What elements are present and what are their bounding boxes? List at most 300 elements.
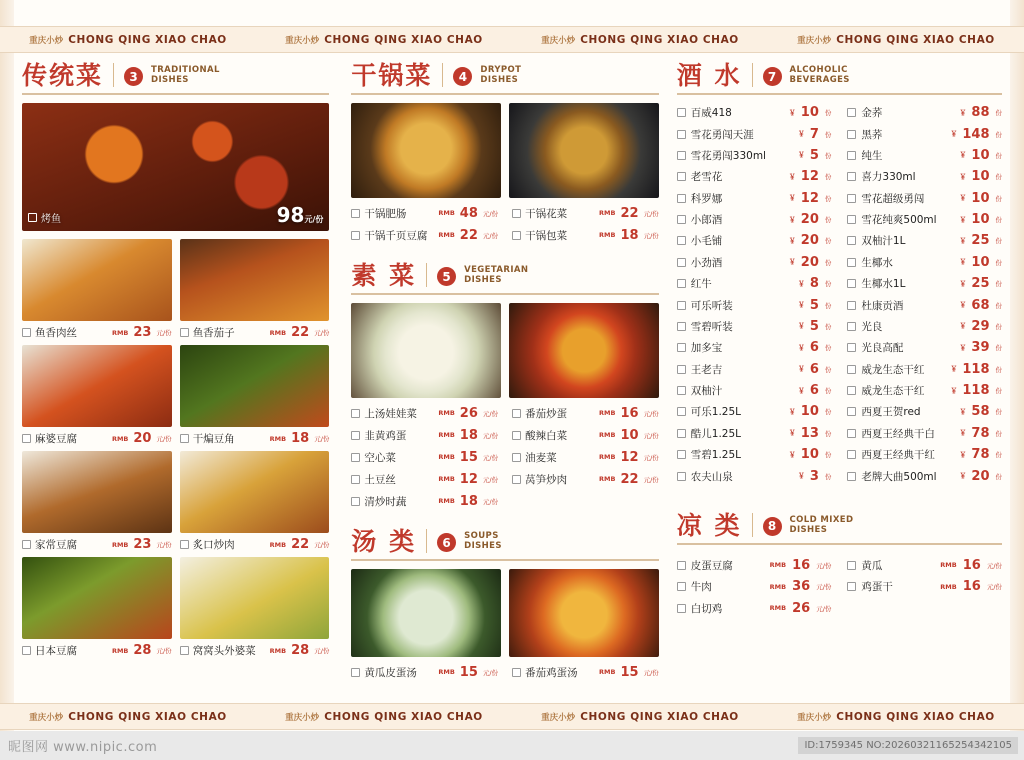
currency-label: RMB (111, 646, 129, 655)
dish-price: 26 (792, 600, 811, 616)
currency-label: RMB (599, 209, 616, 217)
beverage-unit: 份 (995, 301, 1003, 310)
beverage-item[interactable] (677, 316, 832, 337)
beverage-name: 加多宝 (690, 342, 723, 355)
checkbox[interactable] (847, 236, 856, 245)
beverage-item[interactable] (677, 465, 832, 486)
menu-item[interactable] (351, 447, 498, 467)
caption-row-1 (22, 325, 329, 340)
beverage-item[interactable] (847, 465, 1002, 486)
beverage-price: 148 (962, 126, 990, 142)
menu-item[interactable] (677, 598, 832, 619)
checkbox[interactable] (677, 301, 686, 310)
checkbox[interactable] (847, 172, 856, 181)
beverage-item[interactable] (847, 444, 1002, 465)
beverage-price: 10 (971, 254, 990, 270)
dish-price: 36 (792, 579, 811, 595)
menu-item[interactable] (180, 431, 330, 446)
beverage-unit: 份 (995, 109, 1003, 118)
brand-cn: 重庆小炒 (541, 712, 576, 723)
section-rule (351, 293, 658, 295)
dish-unit: 元/份 (482, 475, 499, 484)
beverage-unit: 份 (995, 280, 1003, 289)
beverage-item[interactable] (677, 444, 832, 465)
dish-name: 清炒时蔬 (364, 495, 407, 508)
checkbox[interactable] (847, 130, 856, 139)
brand-en: CHONG QING XIAO CHAO (836, 710, 995, 723)
dish-name: 窝窝头外婆菜 (192, 645, 256, 657)
beverage-unit: 份 (995, 451, 1003, 460)
menu-item[interactable] (180, 325, 330, 340)
checkbox[interactable] (180, 540, 189, 549)
dish-price: 22 (620, 471, 639, 487)
brand-cn: 重庆小炒 (797, 35, 832, 46)
dish-unit: 元/份 (816, 604, 832, 613)
checkbox[interactable] (847, 343, 856, 352)
checkbox[interactable] (677, 472, 686, 481)
menu-item[interactable] (351, 491, 498, 511)
menu-item[interactable] (180, 537, 330, 552)
dish-unit: 元/份 (816, 583, 832, 592)
dish-unit: 元/份 (482, 668, 499, 677)
menu-item[interactable] (512, 203, 659, 223)
beverage-name: 雪碧听装 (690, 320, 733, 333)
section-title-cn: 汤 类 (351, 527, 417, 556)
menu-item[interactable] (351, 469, 498, 489)
dish-price: 10 (620, 427, 639, 443)
currency-symbol: ￥ (959, 429, 967, 438)
hero-price: 98元/份 (276, 203, 324, 227)
checkbox[interactable] (847, 582, 856, 591)
checkbox[interactable] (677, 582, 686, 591)
checkbox[interactable] (512, 231, 521, 240)
bottom-brand-ribbon (0, 703, 1024, 730)
dish-price: 18 (620, 227, 639, 243)
dish-name: 黄瓜 (861, 559, 883, 572)
checkbox[interactable] (847, 258, 856, 267)
dish-name: 上汤娃娃菜 (364, 407, 417, 420)
beverage-item[interactable] (847, 273, 1002, 294)
beverage-unit: 份 (995, 429, 1003, 438)
dish-price: 28 (133, 643, 152, 658)
checkbox[interactable] (677, 604, 686, 613)
currency-symbol: ￥ (797, 386, 805, 395)
menu-item[interactable] (180, 643, 330, 658)
menu-item[interactable] (351, 425, 498, 445)
beverage-unit: 份 (824, 109, 832, 118)
dish-price: 16 (962, 579, 981, 595)
beverage-item[interactable] (677, 145, 832, 166)
checkbox[interactable] (180, 646, 189, 655)
dish-price: 22 (620, 205, 639, 221)
checkbox[interactable] (677, 407, 686, 416)
beverage-price: 5 (809, 297, 819, 313)
currency-label: RMB (599, 231, 616, 239)
section-rule (677, 93, 1002, 95)
section-title-en: VEGETARIAN DISHES (464, 265, 529, 286)
currency-label: RMB (438, 231, 455, 239)
dish-name: 炙口炒肉 (192, 539, 235, 551)
cold-column-left (677, 555, 832, 619)
section-title-en: ALCOHOLIC BEVERAGES (789, 65, 850, 86)
beverage-item[interactable] (847, 316, 1002, 337)
checkbox[interactable] (847, 215, 856, 224)
currency-label: RMB (269, 646, 287, 655)
beverage-price: 8 (809, 276, 819, 292)
checkbox[interactable] (512, 209, 521, 218)
checkbox[interactable] (677, 561, 686, 570)
currency-label: RMB (769, 604, 787, 613)
dish-photo-mapo-doufu (22, 345, 172, 427)
top-brand-ribbon (0, 26, 1024, 53)
beverage-unit: 份 (995, 344, 1003, 353)
beverage-item[interactable] (677, 252, 832, 273)
checkbox[interactable] (677, 343, 686, 352)
currency-symbol: ￥ (788, 450, 796, 459)
dish-photo-shangtang-wawacai (351, 303, 501, 398)
caption-row-2 (22, 431, 329, 446)
dish-price: 15 (459, 664, 478, 680)
beverage-item[interactable] (847, 294, 1002, 315)
checkbox[interactable] (512, 409, 521, 418)
checkbox[interactable] (677, 194, 686, 203)
beverage-name: 杜康贡酒 (861, 299, 904, 312)
menu-item[interactable] (22, 431, 172, 446)
beverage-item[interactable] (677, 337, 832, 358)
currency-label: RMB (111, 434, 129, 443)
beverage-item[interactable] (677, 166, 832, 187)
beverage-price: 20 (800, 233, 819, 249)
beverage-unit: 份 (824, 472, 832, 481)
dish-name: 黄瓜皮蛋汤 (364, 666, 417, 679)
watermark-bar (0, 731, 1024, 760)
currency-symbol: ￥ (950, 365, 958, 374)
brand-cn: 重庆小炒 (541, 35, 576, 46)
checkbox[interactable] (677, 172, 686, 181)
menu-item[interactable] (847, 576, 1002, 597)
dish-name: 皮蛋豆腐 (690, 559, 733, 572)
checkbox[interactable] (351, 431, 360, 440)
checkbox[interactable] (677, 236, 686, 245)
menu-item[interactable] (512, 403, 659, 423)
section-header-cold (677, 509, 1002, 538)
menu-item[interactable] (351, 203, 498, 223)
checkbox[interactable] (847, 407, 856, 416)
checkbox[interactable] (22, 328, 31, 337)
menu-content (0, 53, 1024, 703)
checkbox[interactable] (677, 386, 686, 395)
checkbox[interactable] (677, 258, 686, 267)
beverage-name: 可乐听装 (690, 299, 733, 312)
beverage-item[interactable] (847, 359, 1002, 380)
currency-label: RMB (111, 540, 129, 549)
checkbox[interactable] (847, 194, 856, 203)
beverage-name: 科罗娜 (690, 192, 723, 205)
brand-cn: 重庆小炒 (29, 712, 64, 723)
checkbox[interactable] (847, 279, 856, 288)
checkbox[interactable] (677, 151, 686, 160)
beverage-item[interactable] (847, 380, 1002, 401)
checkbox[interactable] (677, 108, 686, 117)
soup-item-list (351, 662, 658, 682)
dish-price: 22 (291, 325, 310, 340)
dish-price: 18 (291, 431, 310, 446)
dish-name: 土豆丝 (364, 473, 396, 486)
dish-name: 日本豆腐 (35, 645, 77, 657)
currency-label: RMB (438, 409, 455, 417)
dish-name: 干锅千页豆腐 (364, 229, 428, 242)
beverage-unit: 份 (995, 258, 1003, 267)
currency-label: RMB (438, 453, 455, 461)
beverage-item[interactable] (847, 209, 1002, 230)
menu-item[interactable] (22, 325, 172, 340)
beverage-item[interactable] (847, 102, 1002, 123)
cold-list (677, 555, 1002, 619)
currency-label: RMB (438, 475, 455, 483)
dish-unit: 元/份 (156, 647, 172, 655)
dish-photo-jiachang-doufu (22, 451, 172, 533)
currency-label: RMB (599, 475, 616, 483)
checkbox[interactable] (847, 429, 856, 438)
brand-en: CHONG QING XIAO CHAO (836, 33, 995, 46)
dish-photo-yuxiang-qiezi (180, 239, 330, 321)
menu-item[interactable] (512, 447, 659, 467)
beverage-name: 雪花纯爽500ml (861, 214, 937, 227)
beverage-name: 雪花勇闯330ml (690, 149, 766, 162)
dish-price: 28 (291, 643, 310, 658)
checkbox[interactable] (351, 497, 360, 506)
section-header-vegetarian (351, 259, 658, 288)
dish-name: 鸡蛋干 (861, 581, 893, 594)
beverage-item[interactable] (847, 145, 1002, 166)
currency-label: RMB (599, 668, 616, 676)
checkbox[interactable] (677, 279, 686, 288)
beverage-item[interactable] (847, 252, 1002, 273)
beverage-price: 118 (962, 361, 990, 377)
currency-label: RMB (599, 431, 616, 439)
section-number: 6 (437, 533, 456, 552)
beverage-unit: 份 (824, 451, 832, 460)
beverage-item[interactable] (677, 359, 832, 380)
dish-unit: 元/份 (986, 561, 1003, 570)
checkbox[interactable] (847, 301, 856, 310)
dish-unit: 元/份 (314, 647, 330, 655)
dish-price: 22 (291, 537, 310, 552)
divider (752, 513, 753, 537)
checkbox[interactable] (180, 328, 189, 337)
currency-symbol: ￥ (959, 194, 967, 203)
checkbox[interactable] (677, 429, 686, 438)
checkbox[interactable] (180, 434, 189, 443)
beverage-name: 雪花超级勇闯 (861, 192, 925, 205)
vegetarian-item-list (351, 403, 658, 511)
dish-price: 23 (133, 325, 152, 340)
checkbox[interactable] (351, 475, 360, 484)
menu-item[interactable] (351, 225, 498, 245)
brand-mark (29, 711, 227, 723)
beverage-price: 7 (809, 126, 819, 142)
checkbox[interactable] (351, 409, 360, 418)
beverage-item[interactable] (677, 230, 832, 251)
section-number: 3 (124, 67, 143, 86)
beverage-item[interactable] (847, 423, 1002, 444)
checkbox[interactable] (677, 215, 686, 224)
checkbox[interactable] (351, 231, 360, 240)
checkbox[interactable] (512, 453, 521, 462)
beverage-price: 58 (971, 404, 990, 420)
beverage-list (677, 102, 1002, 487)
divider (752, 63, 753, 87)
beverage-item[interactable] (847, 337, 1002, 358)
beverage-item[interactable] (677, 401, 832, 422)
currency-symbol: ￥ (788, 215, 796, 224)
currency-symbol: ￥ (959, 215, 967, 224)
beverage-name: 老牌大曲500ml (861, 470, 937, 483)
caption-row-4 (22, 643, 329, 658)
brand-cn: 重庆小炒 (29, 35, 64, 46)
menu-item[interactable] (351, 403, 498, 423)
beverage-name: 光良高配 (861, 342, 904, 355)
dish-unit: 元/份 (314, 541, 330, 549)
section-rule (351, 559, 658, 561)
checkbox[interactable] (847, 322, 856, 331)
beverage-item[interactable] (677, 188, 832, 209)
beverage-item[interactable] (677, 209, 832, 230)
dish-photo-fanqie-jidantang (509, 569, 659, 657)
photo-row-3 (22, 451, 329, 533)
dish-price: 23 (133, 537, 152, 552)
dish-photo-yuxiang-rousi (22, 239, 172, 321)
beverage-price: 12 (800, 190, 819, 206)
brand-mark (541, 711, 739, 723)
checkbox[interactable] (847, 450, 856, 459)
beverage-unit: 份 (824, 280, 832, 289)
dish-photo-ganguo-huacai (509, 103, 659, 198)
checkbox[interactable] (22, 646, 31, 655)
checkbox[interactable] (351, 209, 360, 218)
beverage-item[interactable] (677, 273, 832, 294)
beverage-price: 25 (971, 233, 990, 249)
currency-label: RMB (269, 434, 287, 443)
menu-item[interactable] (847, 555, 1002, 576)
checkbox[interactable] (847, 472, 856, 481)
checkbox[interactable] (28, 213, 37, 222)
section-title-en: SOUPS DISHES (464, 531, 502, 552)
beverage-price: 39 (971, 340, 990, 356)
checkbox[interactable] (512, 668, 521, 677)
menu-item[interactable] (512, 225, 659, 245)
menu-item[interactable] (22, 643, 172, 658)
beverage-item[interactable] (847, 123, 1002, 144)
menu-item[interactable] (677, 576, 832, 597)
menu-item[interactable] (512, 662, 659, 682)
beverage-item[interactable] (677, 423, 832, 444)
dish-unit: 元/份 (482, 409, 499, 418)
dish-name: 牛肉 (690, 581, 712, 594)
checkbox[interactable] (677, 322, 686, 331)
beverage-item[interactable] (847, 401, 1002, 422)
checkbox[interactable] (22, 540, 31, 549)
menu-item[interactable] (512, 425, 659, 445)
beverage-name: 雪碧1.25L (690, 449, 742, 462)
divider (113, 63, 114, 87)
checkbox[interactable] (847, 386, 856, 395)
beverage-name: 农夫山泉 (690, 470, 733, 483)
beverage-price: 10 (971, 169, 990, 185)
checkbox[interactable] (677, 365, 686, 374)
checkbox[interactable] (512, 475, 521, 484)
beverage-item[interactable] (847, 188, 1002, 209)
checkbox[interactable] (512, 431, 521, 440)
beverage-unit: 份 (995, 216, 1003, 225)
menu-item[interactable] (677, 555, 832, 576)
currency-symbol: ￥ (959, 172, 967, 181)
brand-mark (29, 34, 227, 46)
dish-unit: 元/份 (156, 329, 172, 337)
beverage-price: 20 (800, 254, 819, 270)
beverage-unit: 份 (824, 151, 832, 160)
beverage-price: 6 (809, 383, 819, 399)
divider (442, 63, 443, 87)
checkbox[interactable] (677, 450, 686, 459)
currency-symbol: ￥ (950, 130, 958, 139)
dish-photo-ganbian-doujiao (180, 345, 330, 427)
beverage-price: 68 (971, 297, 990, 313)
dish-name: 干锅花菜 (525, 207, 568, 220)
beverage-item[interactable] (847, 166, 1002, 187)
cold-column-right (847, 555, 1002, 619)
currency-label: RMB (269, 328, 287, 337)
beverage-name: 金荞 (861, 107, 883, 120)
currency-label: RMB (438, 431, 455, 439)
beverage-unit: 份 (824, 130, 832, 139)
beverage-item[interactable] (677, 123, 832, 144)
beverage-item[interactable] (677, 294, 832, 315)
beverage-price: 25 (971, 276, 990, 292)
checkbox[interactable] (351, 668, 360, 677)
brand-en: CHONG QING XIAO CHAO (68, 33, 227, 46)
column-drypot-veg-soup (351, 59, 658, 703)
dish-name: 酸辣白菜 (525, 429, 568, 442)
checkbox[interactable] (847, 151, 856, 160)
checkbox[interactable] (22, 434, 31, 443)
dish-name: 番茄鸡蛋汤 (525, 666, 578, 679)
checkbox[interactable] (677, 130, 686, 139)
beverage-column-left (677, 102, 832, 487)
checkbox[interactable] (847, 108, 856, 117)
beverage-unit: 份 (824, 301, 832, 310)
beverage-name: 红牛 (690, 278, 712, 291)
beverage-unit: 份 (824, 216, 832, 225)
beverage-price: 6 (809, 340, 819, 356)
beverage-item[interactable] (677, 380, 832, 401)
currency-symbol: ￥ (788, 407, 796, 416)
menu-item[interactable] (351, 662, 498, 682)
beverage-item[interactable] (677, 102, 832, 123)
checkbox[interactable] (351, 453, 360, 462)
beverage-unit: 份 (995, 130, 1003, 139)
menu-item[interactable] (512, 469, 659, 489)
menu-item[interactable] (22, 537, 172, 552)
section-title-cn: 酒 水 (676, 61, 742, 90)
beverage-item[interactable] (847, 230, 1002, 251)
brand-mark (797, 711, 995, 723)
checkbox[interactable] (847, 561, 856, 570)
currency-label: RMB (940, 561, 957, 570)
section-number: 4 (453, 67, 472, 86)
checkbox[interactable] (847, 365, 856, 374)
dish-price: 18 (459, 493, 478, 509)
